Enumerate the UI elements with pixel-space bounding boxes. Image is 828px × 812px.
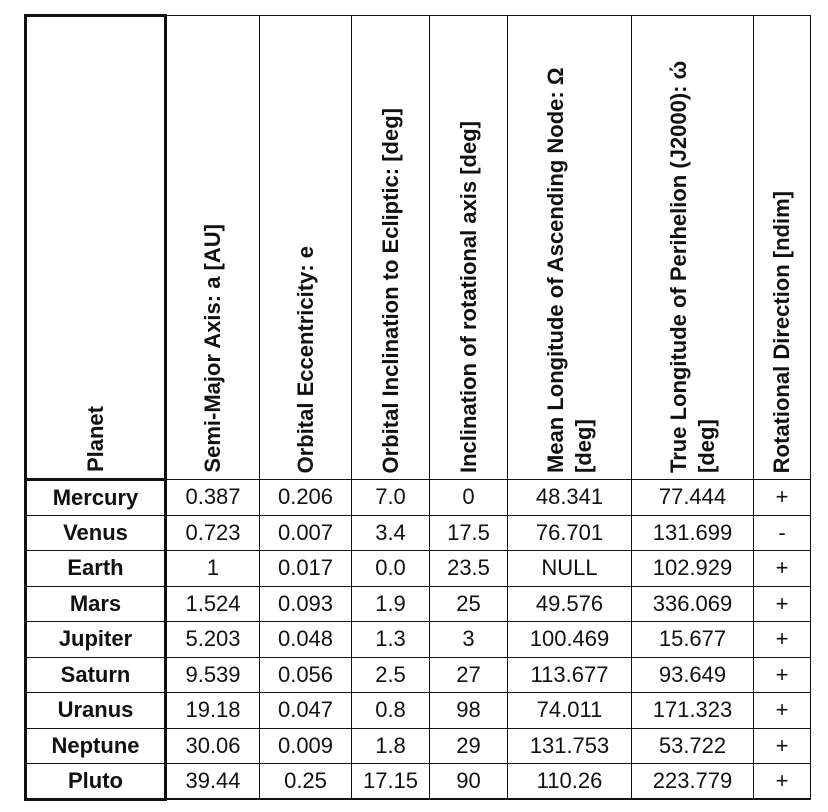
planet-name-cell: Pluto xyxy=(26,764,166,800)
header-axis-inclination-label: Inclination of rotational axis [deg] xyxy=(455,120,481,473)
rotational-direction-cell: + xyxy=(754,622,811,658)
table-row xyxy=(26,657,811,693)
perihelion-cell: 131.699 xyxy=(632,515,754,551)
semi-major-axis-cell: 0.723 xyxy=(166,515,260,551)
axis-inclination-cell: 3 xyxy=(430,622,508,658)
perihelion-cell: 53.722 xyxy=(632,728,754,764)
eccentricity-cell: 0.007 xyxy=(260,515,352,551)
header-ascending-node-label: Mean Longitude of Ascending Node: Ω [deg] xyxy=(542,67,596,473)
orbital-inclination-cell: 0.0 xyxy=(352,551,430,587)
ascending-node-cell: 131.753 xyxy=(508,728,632,764)
header-row xyxy=(26,16,811,480)
semi-major-axis-cell: 1 xyxy=(166,551,260,587)
header-axis-inclination xyxy=(430,16,508,480)
planet-name-cell: Saturn xyxy=(26,657,166,693)
header-planet xyxy=(26,16,166,480)
header-orbital-inclination-label: Orbital Inclination to Ecliptic: [deg] xyxy=(377,107,403,473)
table-row xyxy=(26,728,811,764)
perihelion-cell: 93.649 xyxy=(632,657,754,693)
semi-major-axis-cell: 30.06 xyxy=(166,728,260,764)
planet-name-cell: Earth xyxy=(26,551,166,587)
ascending-node-cell: 76.701 xyxy=(508,515,632,551)
semi-major-axis-cell: 39.44 xyxy=(166,764,260,800)
planet-name-cell: Jupiter xyxy=(26,622,166,658)
ascending-node-cell: NULL xyxy=(508,551,632,587)
table-row xyxy=(26,693,811,729)
semi-major-axis-cell: 9.539 xyxy=(166,657,260,693)
orbital-inclination-cell: 1.3 xyxy=(352,622,430,658)
perihelion-cell: 102.929 xyxy=(632,551,754,587)
perihelion-cell: 336.069 xyxy=(632,586,754,622)
ascending-node-cell: 110.26 xyxy=(508,764,632,800)
planet-name-cell: Mercury xyxy=(26,480,166,516)
axis-inclination-cell: 90 xyxy=(430,764,508,800)
eccentricity-cell: 0.009 xyxy=(260,728,352,764)
axis-inclination-cell: 0 xyxy=(430,480,508,516)
rotational-direction-cell: + xyxy=(754,551,811,587)
orbital-inclination-cell: 0.8 xyxy=(352,693,430,729)
table-row xyxy=(26,480,811,516)
rotational-direction-cell: + xyxy=(754,693,811,729)
eccentricity-cell: 0.047 xyxy=(260,693,352,729)
header-semi-major-axis-label: Semi-Major Axis: a [AU] xyxy=(200,224,225,473)
orbital-inclination-cell: 17.15 xyxy=(352,764,430,800)
semi-major-axis-cell: 5.203 xyxy=(166,622,260,658)
perihelion-cell: 223.779 xyxy=(632,764,754,800)
table-row xyxy=(26,551,811,587)
planet-name-cell: Neptune xyxy=(26,728,166,764)
header-rotational-direction xyxy=(754,16,811,480)
perihelion-cell: 15.677 xyxy=(632,622,754,658)
header-orbital-inclination xyxy=(352,16,430,480)
eccentricity-cell: 0.25 xyxy=(260,764,352,800)
axis-inclination-cell: 23.5 xyxy=(430,551,508,587)
table-row xyxy=(26,515,811,551)
eccentricity-cell: 0.206 xyxy=(260,480,352,516)
semi-major-axis-cell: 1.524 xyxy=(166,586,260,622)
ascending-node-cell: 48.341 xyxy=(508,480,632,516)
rotational-direction-cell: + xyxy=(754,728,811,764)
eccentricity-cell: 0.093 xyxy=(260,586,352,622)
rotational-direction-cell: + xyxy=(754,586,811,622)
ascending-node-cell: 74.011 xyxy=(508,693,632,729)
header-semi-major-axis xyxy=(166,16,260,480)
header-perihelion xyxy=(632,16,754,480)
header-orbital-eccentricity-label: Orbital Eccentricity: e xyxy=(292,245,318,473)
header-perihelion-label: True Longitude of Perihelion (J2000): ώ [deg] xyxy=(665,60,719,473)
eccentricity-cell: 0.056 xyxy=(260,657,352,693)
axis-inclination-cell: 27 xyxy=(430,657,508,693)
planet-name-cell: Mars xyxy=(26,586,166,622)
rotational-direction-cell: - xyxy=(754,515,811,551)
orbital-inclination-cell: 2.5 xyxy=(352,657,430,693)
ascending-node-cell: 113.677 xyxy=(508,657,632,693)
eccentricity-cell: 0.048 xyxy=(260,622,352,658)
header-rotational-direction-label: Rotational Direction [ndim] xyxy=(769,190,794,473)
ascending-node-cell: 49.576 xyxy=(508,586,632,622)
rotational-direction-cell: + xyxy=(754,657,811,693)
perihelion-cell: 171.323 xyxy=(632,693,754,729)
table-row xyxy=(26,764,811,800)
axis-inclination-cell: 25 xyxy=(430,586,508,622)
rotational-direction-cell: + xyxy=(754,480,811,516)
axis-inclination-cell: 17.5 xyxy=(430,515,508,551)
axis-inclination-cell: 29 xyxy=(430,728,508,764)
orbital-inclination-cell: 7.0 xyxy=(352,480,430,516)
table-row xyxy=(26,622,811,658)
header-orbital-eccentricity xyxy=(260,16,352,480)
planet-name-cell: Venus xyxy=(26,515,166,551)
orbital-inclination-cell: 3.4 xyxy=(352,515,430,551)
orbital-inclination-cell: 1.9 xyxy=(352,586,430,622)
planet-name-cell: Uranus xyxy=(26,693,166,729)
header-planet-label: Planet xyxy=(82,405,108,472)
table-row xyxy=(26,586,811,622)
header-ascending-node xyxy=(508,16,632,480)
axis-inclination-cell: 98 xyxy=(430,693,508,729)
planet-data-table xyxy=(24,14,811,801)
orbital-inclination-cell: 1.8 xyxy=(352,728,430,764)
semi-major-axis-cell: 19.18 xyxy=(166,693,260,729)
ascending-node-cell: 100.469 xyxy=(508,622,632,658)
rotational-direction-cell: + xyxy=(754,764,811,800)
semi-major-axis-cell: 0.387 xyxy=(166,480,260,516)
eccentricity-cell: 0.017 xyxy=(260,551,352,587)
perihelion-cell: 77.444 xyxy=(632,480,754,516)
